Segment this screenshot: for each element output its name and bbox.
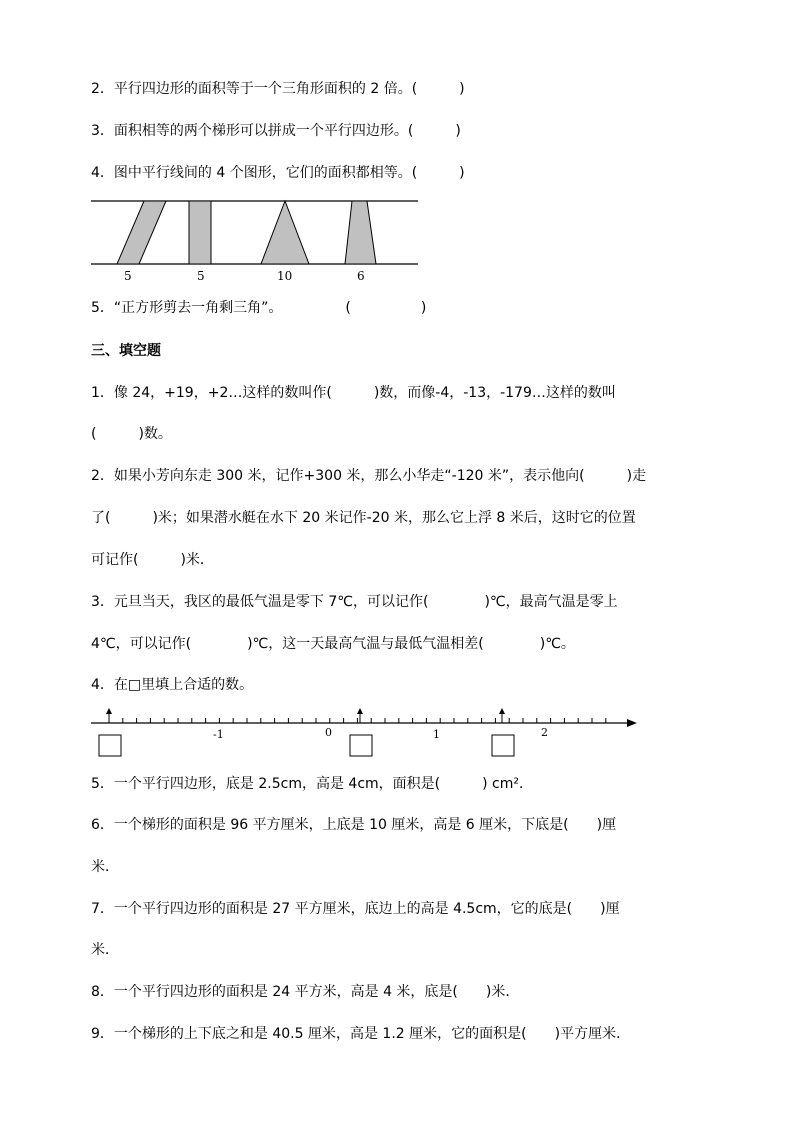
axis-label-2: 2 — [541, 726, 548, 739]
fill-q4: 4．在□里填上合适的数。 — [91, 677, 254, 693]
axis-label-1: 1 — [433, 728, 440, 741]
fill-q3-line2: 4℃，可以记作( )℃，这一天最高气温与最低气温相差( )℃。 — [91, 636, 575, 652]
parallelogram-shape — [117, 201, 166, 264]
fill-q7-line2: 米． — [91, 942, 119, 958]
fill-q1-line2: ( )数。 — [91, 426, 172, 442]
figure-label-1: 5 — [124, 269, 132, 283]
fill-q7-line1: 7．一个平行四边形的面积是 27 平方厘米，底边上的高是 4.5cm，它的底是( )厘 — [91, 901, 620, 917]
figure-label-4: 6 — [357, 269, 365, 283]
answer-box[interactable] — [492, 735, 514, 756]
section-title: 三、填空题 — [91, 343, 161, 359]
rectangle-shape — [189, 201, 211, 264]
judge-q5: 5．“正方形剪去一角剩三角”。 ( ) — [91, 300, 427, 316]
judge-q2: 2．平行四边形的面积等于一个三角形面积的 2 倍。( ) — [91, 81, 465, 97]
fill-q8: 8．一个平行四边形的面积是 24 平方米，高是 4 米，底是( )米． — [91, 984, 520, 1000]
figure-label-2: 5 — [197, 269, 205, 283]
judge-q3: 3．面积相等的两个梯形可以拼成一个平行四边形。( ) — [91, 123, 461, 139]
trapezoid-shape — [345, 201, 376, 264]
figure-label-3: 10 — [277, 269, 293, 283]
axis-label-neg1: -1 — [213, 728, 224, 741]
axis-label-0: 0 — [325, 726, 332, 739]
number-line-ticks — [109, 718, 606, 723]
answer-box[interactable] — [99, 735, 121, 756]
fill-q2-line2: 了( )米；如果潜水艇在水下 20 米记作-20 米，那么它上浮 8 米后，这时它的位置 — [91, 510, 636, 526]
judge-q4: 4．图中平行线间的 4 个图形，它们的面积都相等。( ) — [91, 165, 465, 181]
fill-q6-line2: 米． — [91, 859, 119, 875]
fill-q5: 5．一个平行四边形，底是 2.5cm，高是 4cm，面积是( ) cm²． — [91, 776, 533, 792]
answer-box[interactable] — [350, 735, 372, 756]
triangle-shape — [261, 201, 309, 264]
pointer-1 — [99, 708, 121, 756]
fill-q1-line1: 1．像 24，+19，+2…这样的数叫作( )数，而像-4，-13，-179…这样的数叫 — [91, 385, 616, 401]
axis-arrow-icon — [627, 719, 637, 727]
pointer-3 — [492, 708, 514, 756]
fill-q3-line1: 3．元旦当天，我区的最低气温是零下 7℃，可以记作( )℃，最高气温是零上 — [91, 594, 618, 610]
fill-q2-line3: 可记作( )米． — [91, 552, 214, 568]
number-line-figure — [88, 708, 644, 762]
fill-q9: 9．一个梯形的上下底之和是 40.5 厘米，高是 1.2 厘米，它的面积是( )平方厘米． — [91, 1026, 631, 1042]
parallel-lines-figure — [91, 196, 421, 286]
fill-q2-line1: 2．如果小芳向东走 300 米，记作+300 米，那么小华走“-120 米”，表示他向( )走 — [91, 468, 647, 484]
pointer-2 — [350, 708, 372, 756]
fill-q6-line1: 6．一个梯形的面积是 96 平方厘米，上底是 10 厘米，高是 6 厘米，下底是( )厘 — [91, 817, 617, 833]
